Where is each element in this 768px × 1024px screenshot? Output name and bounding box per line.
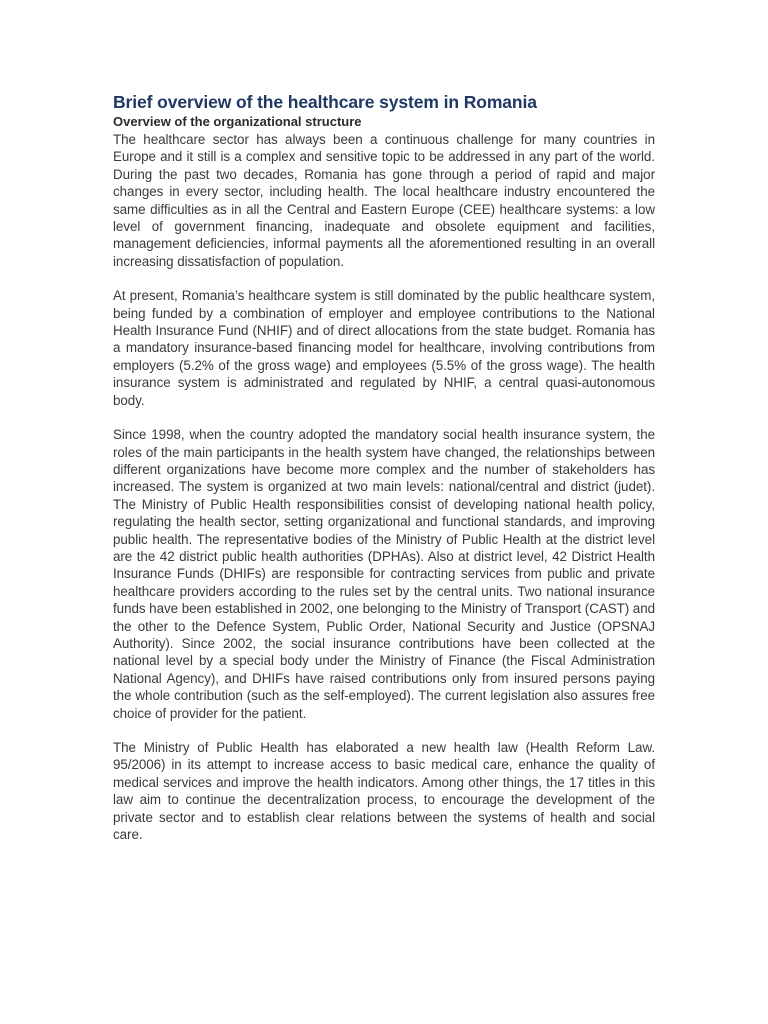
paragraph-organization: Since 1998, when the country adopted the mandatory social health insurance system, the roles of the main participants in the health system have changed, the relationships between different organizations have become more complex and the number of stakeholders has increased. The system is organized at two main levels: national/central and district (judet). The Ministry of Public Health responsibilities consist of developing national health policy, regulating the health sector, setting organizational and functional standards, and improving public health. The representative bodies of the Ministry of Public Health at the district level are the 42 district public health authorities (DPHAs). Also at district level, 42 District Health Insurance Funds (DHIFs) are responsible for contracting services from public and private healthcare providers according to the rules set by the central units. Two national insurance funds have been established in 2002, one belonging to the Ministry of Transport (CAST) and the other to the Defence System, Public Order, National Security and Justice (OPSNAJ Authority). Since 2002, the social insurance contributions have been collected at the national level by a special body under the Ministry of Finance (the Fiscal Administration National Agency), and DHIFs have raised contributions only from insured persons paying the whole contribution (such as the self-employed). The current legislation also assures free choice of provider for the patient. bbox=[113, 427, 655, 721]
paragraph-health-law: The Ministry of Public Health has elaborated a new health law (Health Reform Law. 95/2006) in its attempt to increase access to basic medical care, enhance the quality of medical services and improve the health indicators. Among other things, the 17 titles in this law aim to continue the decentralization process, to encourage the development of the private sector and to establish clear relations between the systems of health and social care. bbox=[113, 740, 655, 843]
section-subtitle: Overview of the organizational structure bbox=[113, 114, 362, 129]
paragraph-intro: The healthcare sector has always been a continuous challenge for many countries in Europe and it still is a complex and sensitive topic to be addressed in any part of the world. During the past two decades, Romania has gone through a period of rapid and major changes in every sector, including health. The local healthcare industry encountered the same difficulties as in all the Central and Eastern Europe (CEE) healthcare systems: a low level of government financing, inadequate and obsolete equipment and facilities, management deficiencies, informal payments all the aforementioned resulting in an overall increasing dissatisfaction of population. bbox=[113, 132, 655, 269]
paragraph-funding: At present, Romania’s healthcare system is still dominated by the public healthcare system, being funded by a combination of employer and employee contributions to the National Health Insurance Fund (NHIF) and of direct allocations from the state budget. Romania has a mandatory insurance-based financing model for healthcare, involving contributions from employers (5.2% of the gross wage) and employees (5.5% of the gross wage). The health insurance system is administrated and regulated by NHIF, a central quasi-autonomous body. bbox=[113, 288, 655, 408]
document-title: Brief overview of the healthcare system in Romania bbox=[113, 92, 537, 112]
document-page bbox=[113, 91, 655, 860]
